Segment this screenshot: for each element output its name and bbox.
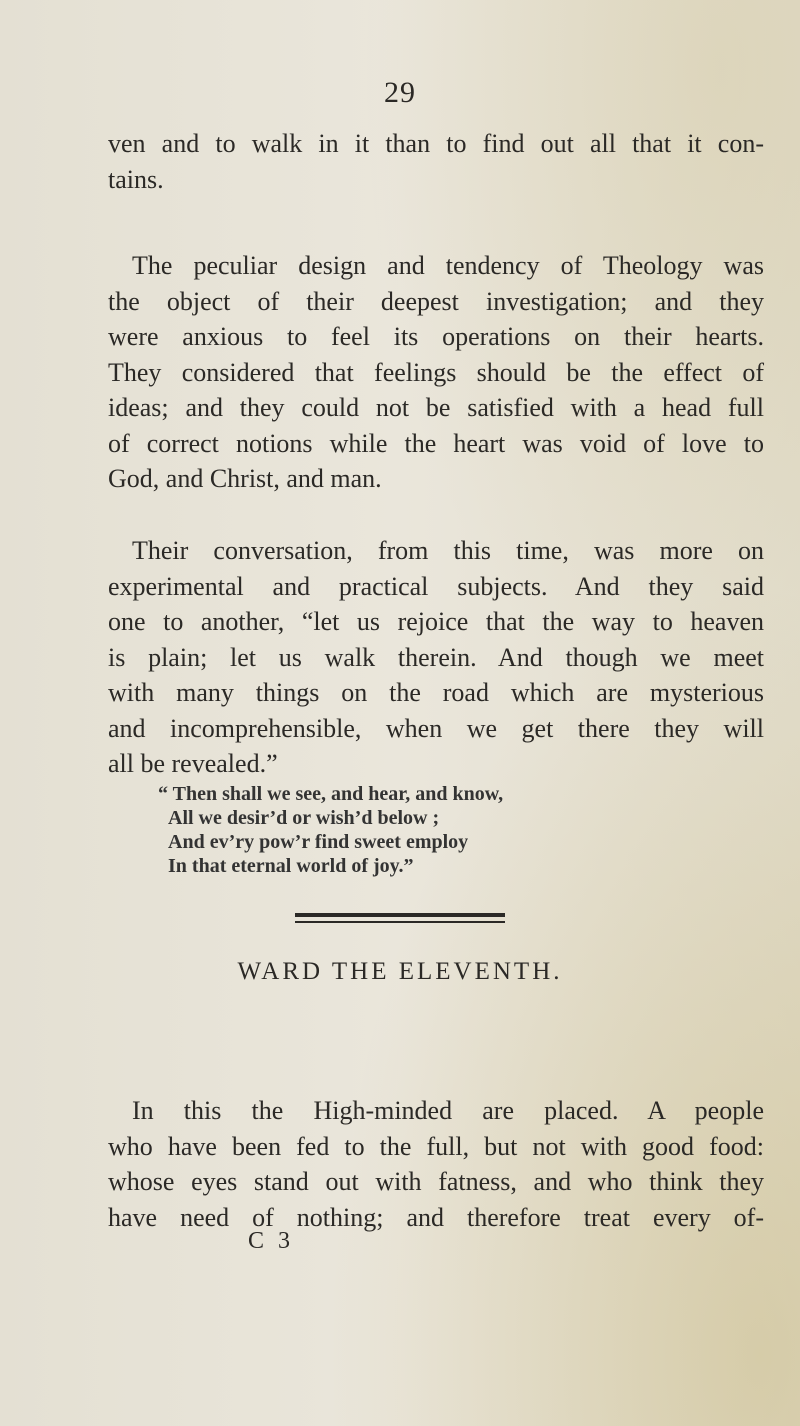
text-line: who have been fed to the full, but not with good food:	[108, 1131, 764, 1161]
text-line: They considered that feelings should be the effect of	[108, 357, 764, 387]
text-line: In this the High-minded are placed. A people	[132, 1096, 764, 1125]
page-number: 29	[384, 76, 416, 109]
text-line: of correct notions while the heart was void of love to	[108, 428, 764, 458]
text-line: tains.	[108, 164, 164, 194]
poem-line: In that eternal world of joy.”	[168, 855, 414, 877]
text-line: were anxious to feel its operations on their hearts.	[108, 322, 764, 351]
paragraph-1	[108, 126, 764, 197]
text-line: is plain; let us walk therein. And though we meet	[108, 642, 764, 672]
section-divider	[295, 921, 505, 923]
chapter-heading: WARD THE ELEVENTH.	[237, 958, 563, 985]
text-line: one to another, “let us rejoice that the way to heaven	[108, 607, 764, 636]
poem-quotation	[158, 782, 503, 878]
text-line: with many things on the road which are mysterious	[108, 678, 764, 707]
text-line: the object of their deepest investigation; and they	[108, 286, 764, 316]
text-line: God, and Christ, and man.	[108, 464, 382, 493]
signature-mark: C 3	[248, 1228, 295, 1254]
paragraph-2	[108, 248, 764, 497]
poem-line: All we desir’d or wish’d below ;	[168, 807, 440, 829]
text-line: whose eyes stand out with fatness, and who think they	[108, 1167, 764, 1196]
paragraph-4	[108, 1093, 764, 1235]
text-line: The peculiar design and tendency of Theology was	[132, 251, 764, 280]
section-divider	[295, 913, 505, 917]
poem-line: “ Then shall we see, and hear, and know,	[158, 783, 504, 805]
text-line: experimental and practical subjects. And they said	[108, 571, 764, 601]
text-line: all be revealed.”	[108, 749, 278, 778]
poem-line: And ev’ry pow’r find sweet employ	[168, 831, 469, 853]
text-line: ven and to walk in it than to find out all that it con-	[108, 129, 764, 158]
text-line: and incomprehensible, when we get there they will	[108, 713, 764, 743]
text-line: ideas; and they could not be satisfied with a head full	[108, 393, 764, 422]
text-line: Their conversation, from this time, was more on	[132, 536, 764, 565]
paragraph-3	[108, 533, 764, 782]
text-line: have need of nothing; and therefore treat every of-	[108, 1202, 764, 1232]
